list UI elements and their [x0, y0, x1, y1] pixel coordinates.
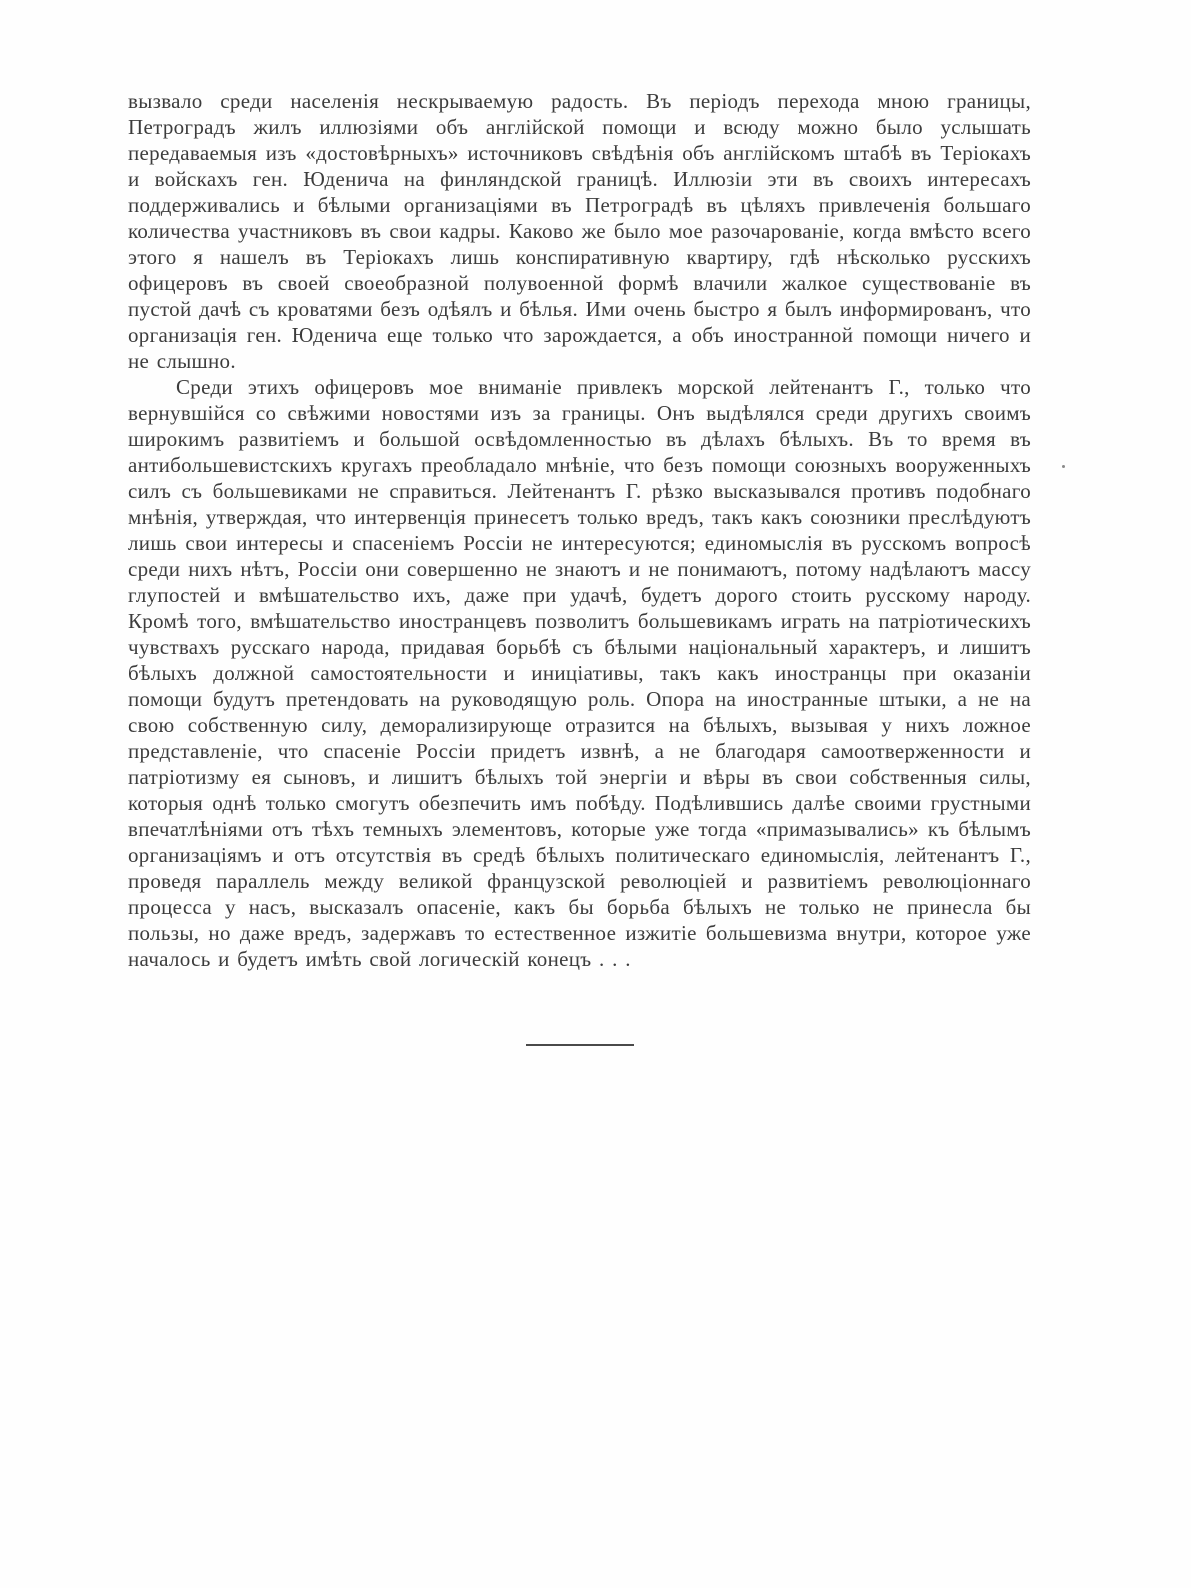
section-separator-rule: [526, 1044, 634, 1046]
paragraph-continuation: вызвало среди населенія нескрываемую радость. Въ періодъ перехода мною границы, Петроградъ жилъ иллюзіями объ англійской помощи и всюду можно было услышать передаваемыя изъ «достовѣрныхъ» источниковъ свѣдѣнія объ англійскомъ штабѣ въ Теріокахъ и войскахъ ген. Юденича на финляндской границѣ. Иллюзіи эти въ своихъ интересахъ поддерживались и бѣлыми организаціями въ Петроградѣ въ цѣляхъ привлеченія большаго количества участниковъ въ свои кадры. Каково же было мое разочарованіе, когда вмѣсто всего этого я нашелъ въ Теріокахъ лишь конспиративную квартиру, гдѣ нѣсколько русскихъ офицеровъ въ своей своеобразной полувоенной формѣ влачили жалкое существованіе въ пустой дачѣ съ кроватями безъ одѣялъ и бѣлья. Ими очень быстро я былъ информированъ, что организація ген. Юденича еще только что зарождается, а объ иностранной помощи ничего и не слышно.: [128, 89, 1031, 373]
text-block: [128, 88, 1031, 1046]
paragraph: Среди этихъ офицеровъ мое вниманіе привлекъ морской лейтенантъ Г., только что вернувшійся со свѣжими новостями изъ за границы. Онъ выдѣлялся среди другихъ своимъ широкимъ развитіемъ и большой освѣдомленностью въ дѣлахъ бѣлыхъ. Въ то время въ антибольшевистскихъ кругахъ преобладало мнѣніе, что безъ помощи союзныхъ вооруженныхъ силъ съ большевиками не справиться. Лейтенантъ Г. рѣзко высказывался противъ подобнаго мнѣнія, утверждая, что интервенція принесетъ только вредъ, такъ какъ союзники преслѣдуютъ лишь свои интересы и спасеніемъ Россіи не интересуются; единомыслія въ русскомъ вопросѣ среди нихъ нѣтъ, Россіи они совершенно не знаютъ и не понимаютъ, потому надѣлаютъ массу глупостей и вмѣшательство ихъ, даже при удачѣ, будетъ дорого стоить русскому народу. Кромѣ того, вмѣшательство иностранцевъ позволитъ большевикамъ играть на патріотическихъ чувствахъ русскаго народа, придавая борьбѣ съ бѣлыми національный характеръ, и лишитъ бѣлыхъ должной самостоятельности и иниціативы, такъ какъ иностранцы при оказаніи помощи будутъ претендовать на руководящую роль. Опора на иностранные штыки, а не на свою собственную силу, деморализирующе отразится на бѣлыхъ, вызывая у нихъ ложное представленіе, что спасеніе Россіи придетъ извнѣ, а не благодаря самоотверженности и патріотизму ея сыновъ, и лишитъ бѣлыхъ той энергіи и вѣры въ свои собственныя силы, которыя однѣ только смогутъ обезпечить имъ побѣду. Подѣлившись далѣе своими грустными впечатлѣніями отъ тѣхъ темныхъ элементовъ, которые уже тогда «примазывались» къ бѣлымъ организаціямъ и отъ отсутствія въ средѣ бѣлыхъ политическаго единомыслія, лейтенантъ Г., проведя параллель между великой французской революціей и развитіемъ революціоннаго процесса у насъ, высказалъ опасеніе, какъ бы борьба бѣлыхъ не только не принесла бы пользы, но даже вредъ, задержавъ то естественное изжитіе большевизма внутри, которое уже началось и будетъ имѣть свой логическій конецъ . . .: [128, 375, 1031, 971]
scan-speck: [1062, 465, 1065, 468]
